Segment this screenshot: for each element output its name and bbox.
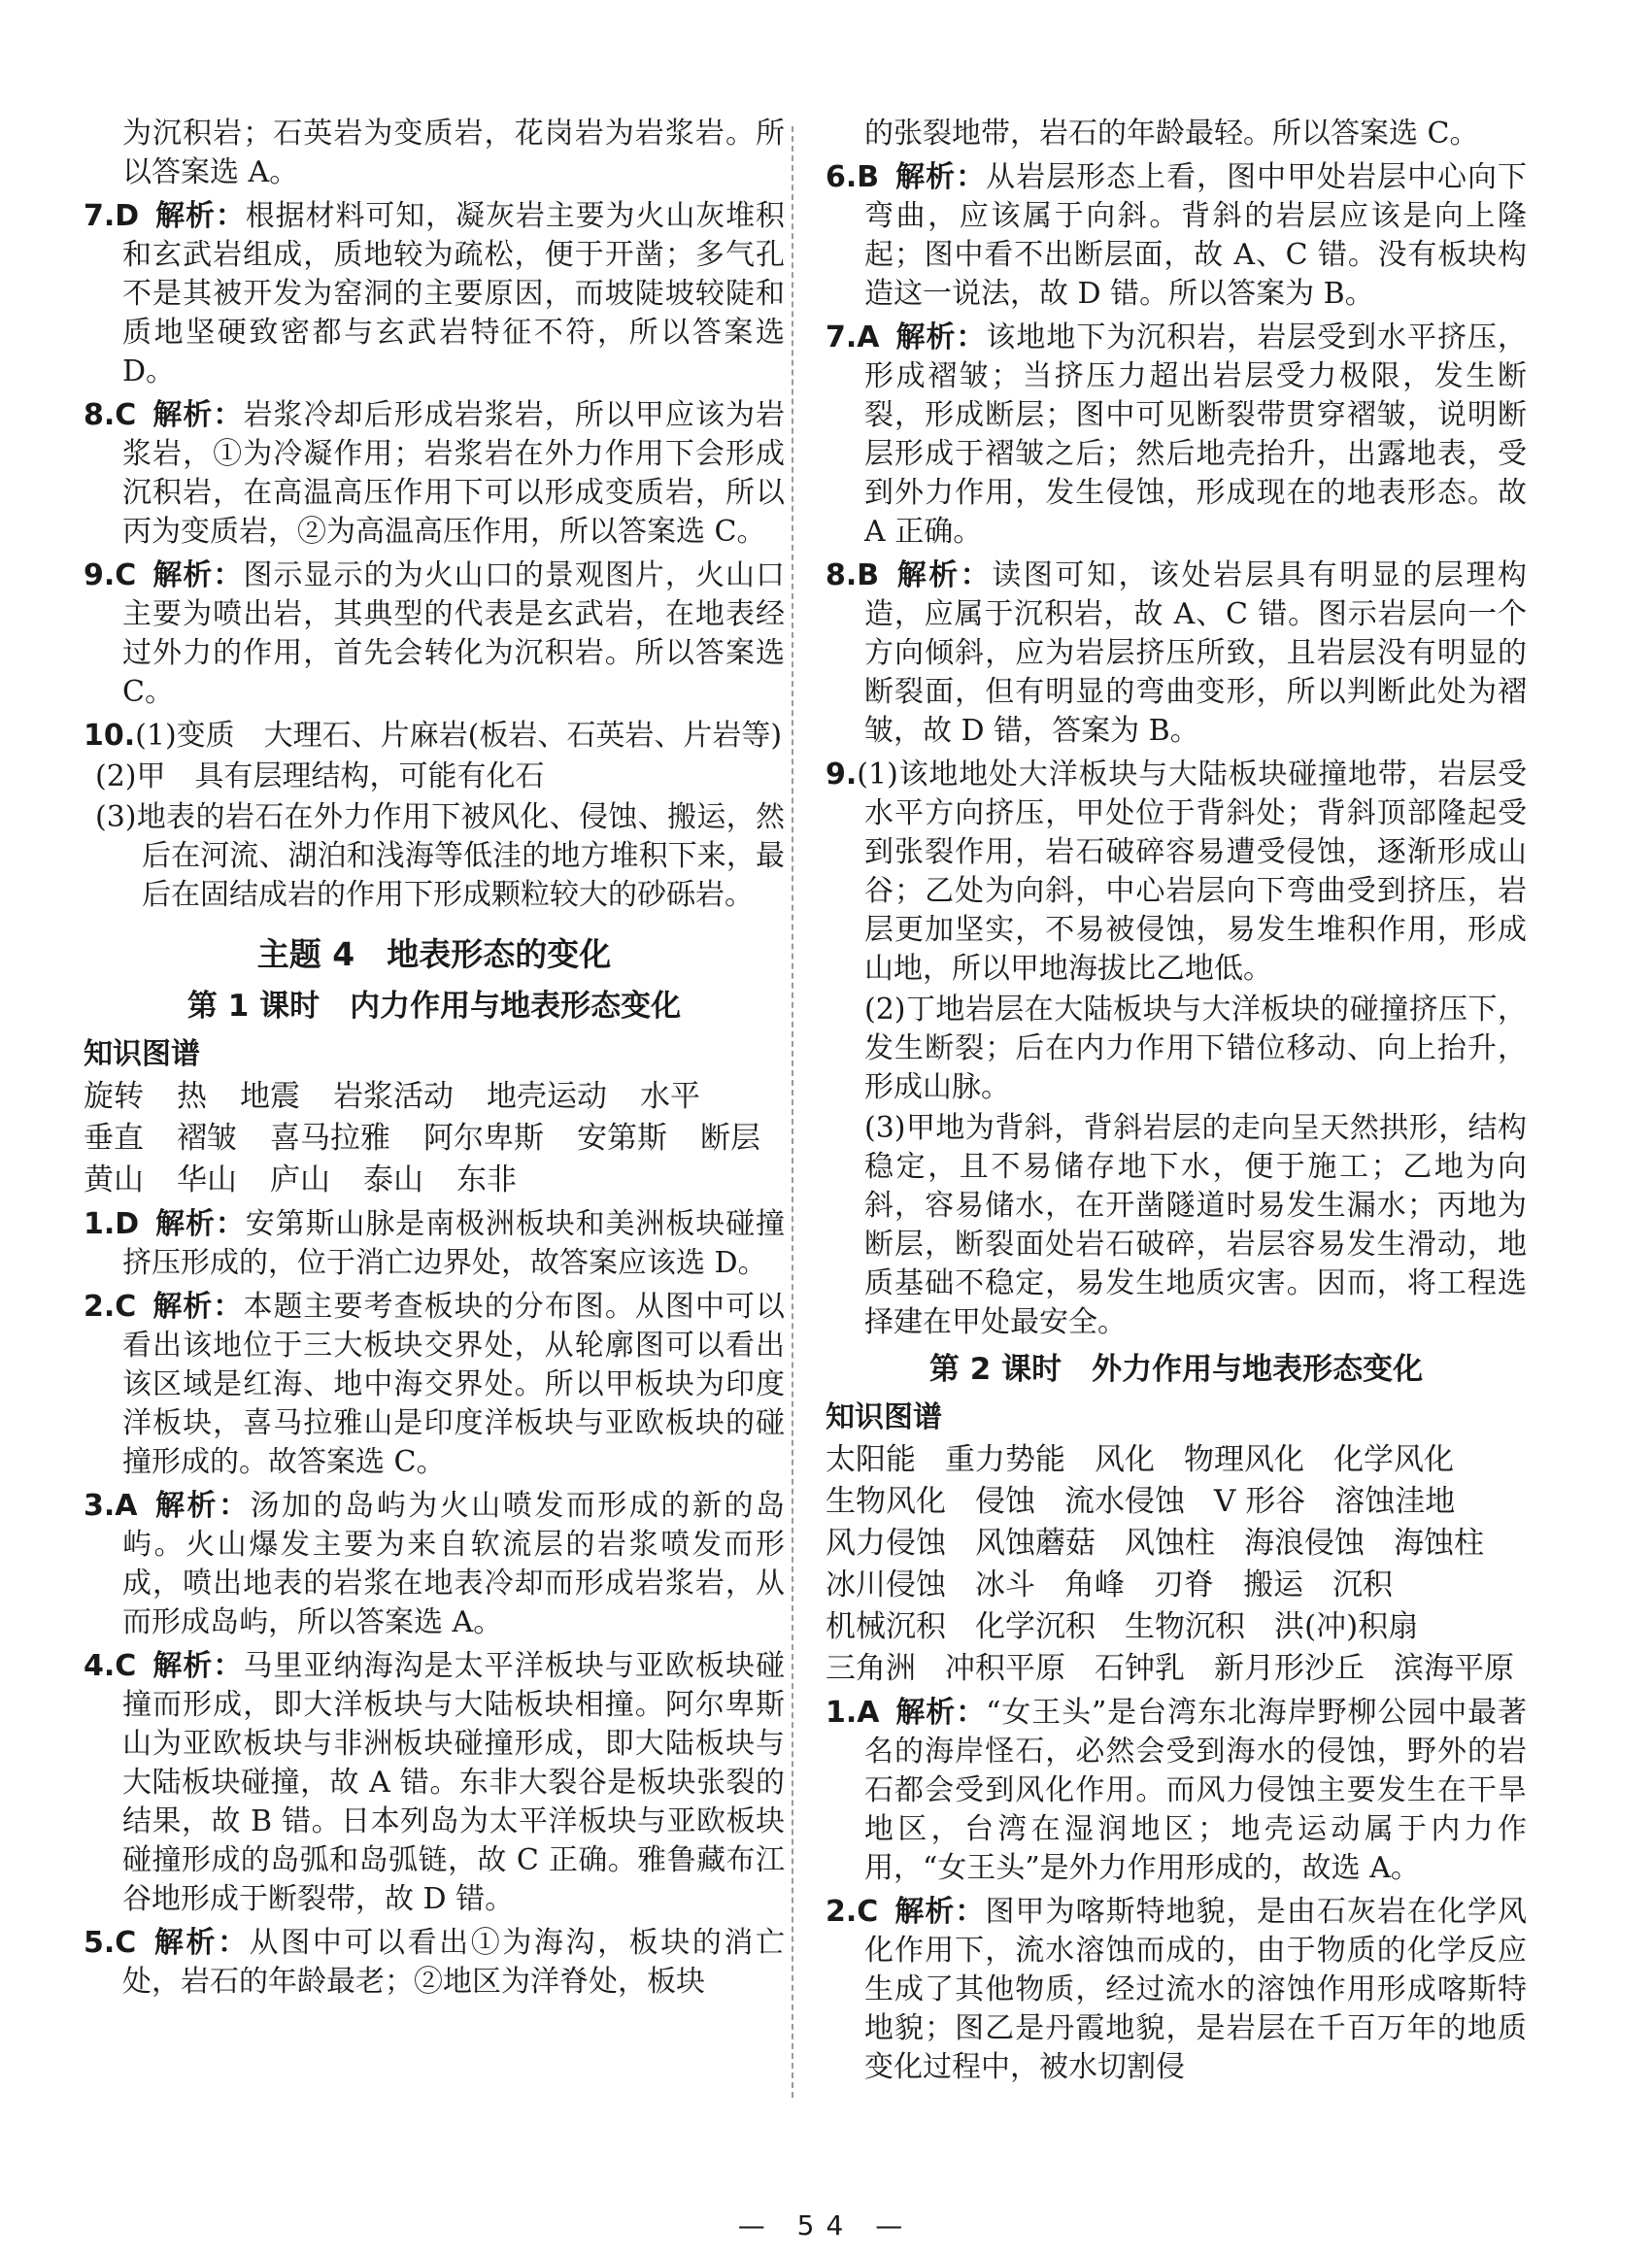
page-number: — 54 — (737, 2209, 915, 2241)
term: 生物风化 (826, 1484, 946, 1519)
term: 旋转 (84, 1079, 144, 1114)
right-column (826, 115, 1527, 2092)
answer-item-lesson2-2: 2.C 解析：图甲为喀斯特地貌，是由石灰岩在化学风化作用下，流水溶蚀而成的，由于物质的化学反应生成了其他物质，经过流水的溶蚀作用形成喀斯特地貌；图乙是丹霞地貌，是岩层在千百万年的地质变化过程中，被水切割侵 (826, 1895, 1528, 2084)
term: 化学风化 (1333, 1442, 1454, 1477)
term: 风蚀蘑菇 (975, 1526, 1096, 1561)
term: 水平 (640, 1079, 700, 1114)
answer-item-lesson2-1: 1.A 解析：“女王头”是台湾东北海岸野柳公园中最著名的海岸怪石，必然会受到海水的侵蚀，野外的岩石都会受到风化作用。而风力侵蚀主要发生在干旱地区，台湾在湿润地区；地壳运动属于内力作用，“女王头”是外力作用形成的，故选 A。 (826, 1696, 1527, 1885)
answer-item-left-9: 9.C 解析：图示显示的为火山口的景观图片，火山口主要为喷出岩，其典型的代表是玄武岩，在地表经过外力的作用，首先会转化为沉积岩。所以答案选 C。 (84, 558, 786, 709)
q9-part-2: (2)丁地岩层在大陆板块与大洋板块的碰撞挤压下，发生断裂；后在内力作用下错位移动、向上抬升，形成山脉。 (864, 993, 1527, 1104)
column-divider (792, 126, 793, 2098)
term: 刃脊 (1154, 1567, 1214, 1602)
term: 溶蚀洼地 (1334, 1484, 1456, 1519)
answer-item-left-10: 10.(1)变质 大理石、片麻岩(板岩、石英岩、片岩等) (2)甲 具有层理结构，可能有化石 (3)地表的岩石在外力作用下被风化、侵蚀、搬运，然后在河流、湖泊和浅海等低洼的地方堆积下来，最后在固结成岩的作用下形成颗粒较大的砂砾岩。 (84, 717, 785, 915)
term: 风化 (1095, 1442, 1155, 1477)
term: 东非 (456, 1163, 517, 1197)
answer-item-left-8: 8.C 解析：岩浆冷却后形成岩浆岩，所以甲应该为岩浆岩，①为冷凝作用；岩浆岩在外力作用下会形成沉积岩，在高温高压作用下可以形成变质岩，所以丙为变质岩，②为高温高压作用，所以答案选 C。 (84, 398, 786, 549)
term: 褶皱 (177, 1121, 237, 1156)
left-column (84, 115, 785, 2006)
topic-title: 主题 4 地表形态的变化 (256, 935, 612, 973)
term: 物理风化 (1184, 1442, 1304, 1477)
knowledge-map-label: 知识图谱 (826, 1400, 942, 1434)
term: 垂直 (84, 1121, 144, 1156)
answer-item-lesson1-9: 9.(1)该地地处大洋板块与大陆板块碰撞地带，岩层受水平方向挤压，甲处位于背斜处；背斜顶部隆起受到张裂作用，岩石破碎容易遭受侵蚀，逐渐形成山谷；乙处为向斜，中心岩层向下弯曲受到挤压，岩层更加坚实，不易被侵蚀，易发生堆积作用，形成山地，所以甲地海拔比乙地低。 (2)丁地岩层在大陆板块与大洋板块的碰撞挤压下，发生断裂；后在内力作用下错位移动、向上抬升，形成山脉。 (3)甲地为背斜，背斜岩层的走向呈天然拱形，结构稳定，且不易储存地下水，便于施工；乙地为向斜，容易储水，在开凿隧道时易发生漏水；丙地为断层，断裂面处岩石破碎，岩层容易发生滑动，地质基础不稳定，易发生地质灾害。因而，将工程选择建在甲处最安全。 (826, 756, 1527, 1342)
term: 阿尔卑斯 (423, 1121, 544, 1156)
q10-part-1: (1)变质 大理石、片麻岩(板岩、石英岩、片岩等) (135, 719, 783, 753)
term: 流水侵蚀 (1064, 1484, 1185, 1519)
term: 石钟乳 (1095, 1651, 1185, 1686)
term: 侵蚀 (975, 1484, 1035, 1519)
term: 太阳能 (826, 1442, 916, 1477)
term: 角峰 (1064, 1567, 1125, 1602)
term: 滨海平原 (1394, 1651, 1514, 1686)
answer-item-lesson1-2: 2.C 解析：本题主要考查板块的分布图。从图中可以看出该地位于三大板块交界处，从轮廓图可以看出该区域是红海、地中海交界处。所以甲板块为印度洋板块，喜马拉雅山是印度洋板块与亚欧板块的碰撞形成的。故答案选 C。 (84, 1290, 786, 1479)
knowledge-map-label: 知识图谱 (84, 1037, 200, 1071)
term: 冲积平原 (945, 1651, 1065, 1686)
term: 风力侵蚀 (826, 1526, 946, 1561)
carryover-text: 为沉积岩；石英岩为变质岩，花岗岩为岩浆岩。所以答案选 A。 (122, 117, 785, 189)
term: 断层 (700, 1121, 760, 1156)
term: 黄山 (84, 1163, 144, 1197)
q9-part-3: (3)甲地为背斜，背斜岩层的走向呈天然拱形，结构稳定，且不易储存地下水，便于施工；乙地为向斜，容易储水，在开凿隧道时易发生漏水；丙地为断层，断裂面处岩石破碎，岩层容易发生滑动，地质基础不稳定，易发生地质灾害。因而，将工程选择建在甲处最安全。 (864, 1111, 1527, 1339)
term: 洪(冲)积扇 (1274, 1609, 1419, 1644)
q10-part-2: (2)甲 具有层理结构，可能有化石 (95, 759, 545, 793)
term: 地震 (240, 1079, 300, 1114)
answer-item-lesson1-5: 5.C 解析：从图中可以看出①为海沟，板块的消亡处，岩石的年龄最老；②地区为洋脊处，板块 (84, 1926, 786, 1999)
term: 地壳运动 (487, 1079, 607, 1114)
term: 冰斗 (975, 1567, 1035, 1602)
term: 喜马拉雅 (270, 1121, 390, 1156)
term: 泰山 (363, 1163, 423, 1197)
answer-item-lesson1-6: 6.B 解析：从岩层形态上看，图中甲处岩层中心向下弯曲，应该属于向斜。背斜的岩层应该是向上隆起；图中看不出断层面，故 A、C 错。没有板块构造这一说法，故 D 错。所以答案为 B。 (826, 160, 1528, 311)
lesson-title: 第 1 课时 内力作用与地表形态变化 (186, 989, 682, 1024)
answer-item-lesson1-8: 8.B 解析：读图可知，该处岩层具有明显的层理构造，应属于沉积岩，故 A、C 错。图示岩层向一个方向倾斜，应为岩层挤压所致，且岩层没有明显的断裂面，但有明显的弯曲变形，所以判断此处为褶皱，故 D 错，答案为 B。 (826, 558, 1528, 748)
term: 新月形沙丘 (1214, 1651, 1365, 1686)
term: 化学沉积 (975, 1609, 1096, 1644)
term: 重力势能 (945, 1442, 1065, 1477)
term: 冰川侵蚀 (826, 1567, 946, 1602)
term: 庐山 (270, 1163, 330, 1197)
term: V 形谷 (1214, 1484, 1306, 1519)
term: 机械沉积 (826, 1609, 946, 1644)
q9-part-1: (1)该地地处大洋板块与大陆板块碰撞地带，岩层受水平方向挤压，甲处位于背斜处；背斜顶部隆起受到张裂作用，岩石破碎容易遭受侵蚀，逐渐形成山谷；乙处为向斜，中心岩层向下弯曲受到挤压，岩层更加坚实，不易被侵蚀，易发生堆积作用，形成山地，所以甲地海拔比乙地低。 (857, 758, 1527, 986)
answer-item-left-7: 7.D 解析：根据材料可知，凝灰岩主要为火山灰堆积和玄武岩组成，质地较为疏松，便于开凿；多气孔不是其被开发为窑洞的主要原因，而坡陡坡较陡和质地坚硬致密都与玄武岩特征不符，所以答案选 D。 (84, 199, 786, 388)
term: 海蚀柱 (1394, 1526, 1484, 1561)
carryover-text: 的张裂地带，岩石的年龄最轻。所以答案选 C。 (864, 117, 1479, 151)
answer-item-lesson1-1: 1.D 解析：安第斯山脉是南极洲板块和美洲板块碰撞挤压形成的，位于消亡边界处，故答案应该选 D。 (84, 1207, 786, 1280)
term: 搬运 (1243, 1567, 1303, 1602)
term: 华山 (177, 1163, 237, 1197)
knowledge-terms (826, 1439, 1527, 1690)
term: 岩浆活动 (333, 1079, 454, 1114)
term: 三角洲 (826, 1651, 916, 1686)
answer-item-lesson1-4: 4.C 解析：马里亚纳海沟是太平洋板块与亚欧板块碰撞而形成，即大洋板块与大陆板块相撞。阿尔卑斯山为亚欧板块与非洲板块碰撞形成，即大陆板块与大陆板块碰撞，故 A 错。东非大裂谷是板块张裂的结果，故 B 错。日本列岛为太平洋板块与亚欧板块碰撞形成的岛弧和岛弧链，故 C 正确。雅鲁藏布江谷地形成于断裂带，故 D 错。 (84, 1649, 786, 1916)
term: 安第斯 (577, 1121, 667, 1156)
lesson-title: 第 2 课时 外力作用与地表形态变化 (928, 1352, 1424, 1387)
answer-item-lesson1-3: 3.A 解析：汤加的岛屿为火山喷发而形成的新的岛屿。火山爆发主要为来自软流层的岩浆喷发而形成，喷出地表的岩浆在地表冷却而形成岩浆岩，从而形成岛屿，所以答案选 A。 (84, 1489, 786, 1639)
answer-item-lesson1-7: 7.A 解析：该地地下为沉积岩，岩层受到水平挤压，形成褶皱；当挤压力超出岩层受力极限，发生断裂，形成断层；图中可见断裂带贯穿褶皱，说明断层形成于褶皱之后；然后地壳抬升，出露地表，受到外力作用，发生侵蚀，形成现在的地表形态。故 A 正确。 (826, 320, 1528, 549)
term: 生物沉积 (1125, 1609, 1245, 1644)
q10-part-3: (3)地表的岩石在外力作用下被风化、侵蚀、搬运，然后在河流、湖泊和浅海等低洼的地方堆积下来，最后在固结成岩的作用下形成颗粒较大的砂砾岩。 (95, 800, 785, 912)
term: 热 (177, 1079, 207, 1114)
knowledge-terms (84, 1076, 785, 1201)
term: 风蚀柱 (1125, 1526, 1215, 1561)
term: 沉积 (1332, 1567, 1393, 1602)
term: 海浪侵蚀 (1244, 1526, 1365, 1561)
